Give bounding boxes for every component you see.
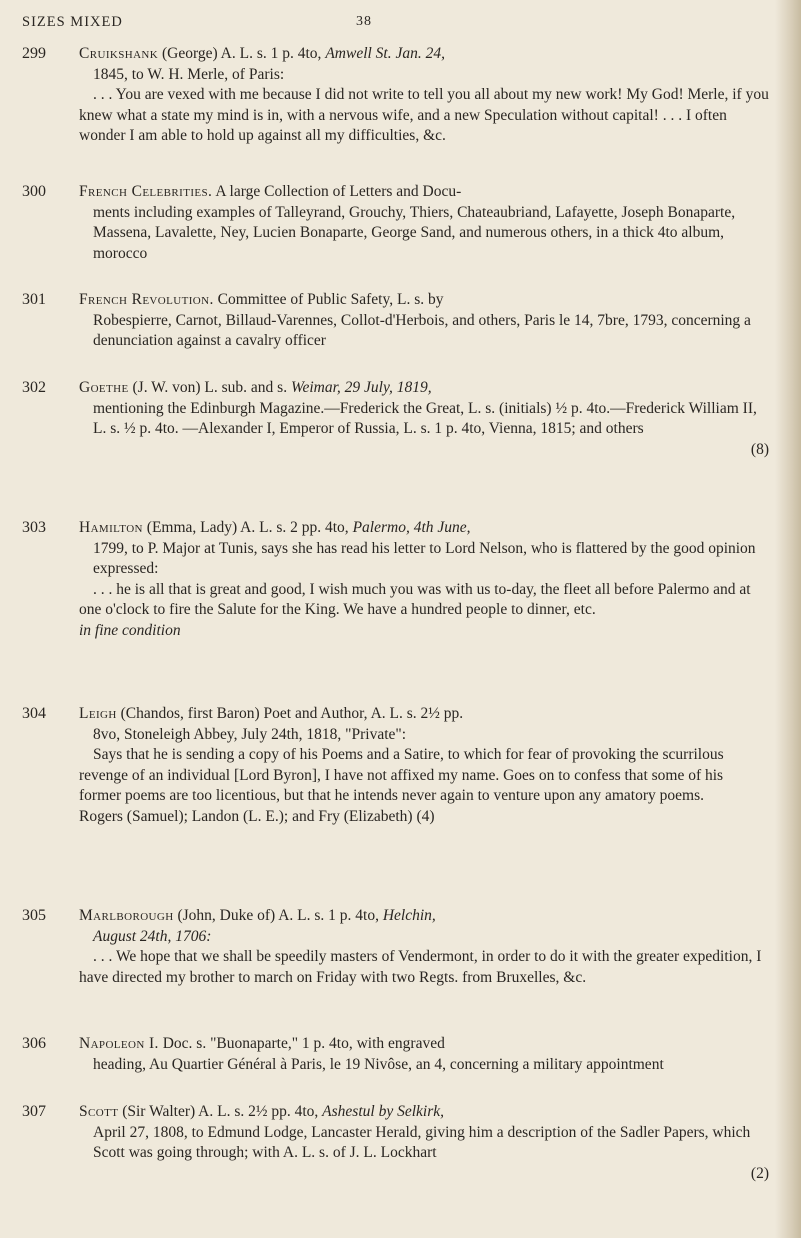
lot-line1: (Sir Walter) A. L. s. 2½ pp. 4to, xyxy=(122,1103,319,1120)
lot-quote: . . . We hope that we shall be speedily masters of Vendermont, in order to do it with the greater expedition, I have directed my brother to march on Friday with two Regts. from Bruxelles, &c. xyxy=(79,948,762,986)
lot-number: 301 xyxy=(22,291,46,308)
lot-name: Hamilton xyxy=(79,519,143,536)
lot-line2: April 27, 1808, to Edmund Lodge, Lancaster Herald, giving him a description of the Sadler Papers, which Scott was going through; with A. L. s. of J. L. Lockhart xyxy=(93,1123,751,1161)
lot-number: 307 xyxy=(22,1103,46,1120)
lot-number: 300 xyxy=(22,183,46,200)
lot-name: Scott xyxy=(79,1103,119,1120)
lot-number: 299 xyxy=(22,45,46,62)
lot-line1-italic: Amwell St. Jan. 24, xyxy=(325,45,445,62)
lot-quote: Says that he is sending a copy of his Poems and a Satire, to which for fear of provoking the scurrilous revenge of an individual [Lord Byron], I have not affixed my name. Goes on to confess that some of his former poems are too licentious, but that he intends never again to venture upon any amatory poems. xyxy=(79,746,724,804)
running-head: SIZES MIXED xyxy=(22,14,123,30)
lot-number: 302 xyxy=(22,379,46,396)
lot-line1-italic: Palermo, 4th June, xyxy=(352,519,471,536)
lot-line1: (J. W. von) L. sub. and s. xyxy=(132,379,288,396)
lot-number: 306 xyxy=(22,1035,46,1052)
lot-line2: 1845, to W. H. Merle, of Paris: xyxy=(93,65,285,83)
lot-number: 304 xyxy=(22,705,46,722)
lot-quote: . . . he is all that is great and good, I wish much you was with us to-day, the fleet all before Palermo and at one o'clock to fire the Salute for the King. We have a hundred people to dinner, etc. xyxy=(79,580,751,618)
lot-note: (2) xyxy=(750,1164,769,1182)
lot-line1-italic: Helchin, xyxy=(382,907,436,924)
lot-line1: A large Collection of Letters and Docu- xyxy=(215,183,462,200)
lot-note: in fine condition xyxy=(79,621,181,639)
lot-name: French Celebrities. xyxy=(79,183,213,200)
page-number: 38 xyxy=(356,14,372,29)
lot-quote: . . . You are vexed with me because I did not write to tell you all about my new work! My God! Merle, if you knew what a state my mind is in, with a nervous wife, and a new Speculation without capital! . . . I often wonder I am able to hold up against all my difficulties, &c. xyxy=(79,86,769,144)
lot-line1-italic: Weimar, 29 July, 1819, xyxy=(290,379,432,396)
lot-line2: heading, Au Quartier Général à Paris, le 19 Nivôse, an 4, concerning a military appointment xyxy=(93,1055,664,1073)
lot-line1: (Emma, Lady) A. L. s. 2 pp. 4to, xyxy=(146,519,349,536)
lot-line2: Robespierre, Carnot, Billaud-Varennes, Collot-d'Herbois, and others, Paris le 14, 7bre, 1793, concerning a denunciation against a cavalry officer xyxy=(93,311,751,349)
lot-line1: (George) A. L. s. 1 p. 4to, xyxy=(162,45,322,62)
lot-name: Marlborough xyxy=(79,907,174,924)
lot-note: (8) xyxy=(750,440,769,458)
lot-line1: (John, Duke of) A. L. s. 1 p. 4to, xyxy=(177,907,379,924)
lot-note: Rogers (Samuel); Landon (L. E.); and Fry (Elizabeth) (4) xyxy=(79,807,435,825)
lot-line1: (Chandos, first Baron) Poet and Author, A. L. s. 2½ pp. xyxy=(120,705,464,722)
lot-line2: ments including examples of Talleyrand, Grouchy, Thiers, Chateaubriand, Lafayette, Joseph Bonaparte, Massena, Lavalette, Ney, Lucien Bonaparte, George Sand, and numerous others, in a thick 4to album, morocco xyxy=(93,203,736,262)
lot-name: Leigh xyxy=(79,705,117,722)
lot-number: 303 xyxy=(22,519,46,536)
lot-line2: August 24th, 1706: xyxy=(93,927,212,945)
lot-line2: mentioning the Edinburgh Magazine.—Frederick the Great, L. s. (initials) ½ p. 4to.—Frederick William II, L. s. ½ p. 4to. —Alexander I, Emperor of Russia, L. s. 1 p. 4to, Vienna, 1815; and others xyxy=(93,399,757,437)
lot-line2: 1799, to P. Major at Tunis, says she has read his letter to Lord Nelson, who is flattered by the good opinion expressed: xyxy=(93,539,756,577)
page-header xyxy=(22,14,761,34)
lot-line1: Committee of Public Safety, L. s. by xyxy=(217,291,444,308)
lot-number: 305 xyxy=(22,907,46,924)
lot-line1: Doc. s. "Buonaparte," 1 p. 4to, with engraved xyxy=(162,1035,445,1052)
page-edge xyxy=(775,0,801,1238)
lot-line1-italic: Ashestul by Selkirk, xyxy=(322,1103,444,1120)
lot-name: Cruikshank xyxy=(79,45,159,62)
lot-line2: 8vo, Stoneleigh Abbey, July 24th, 1818, "Private": xyxy=(93,725,407,743)
lot-name: Goethe xyxy=(79,379,129,396)
lot-name: Napoleon I. xyxy=(79,1035,159,1052)
lot-name: French Revolution. xyxy=(79,291,214,308)
